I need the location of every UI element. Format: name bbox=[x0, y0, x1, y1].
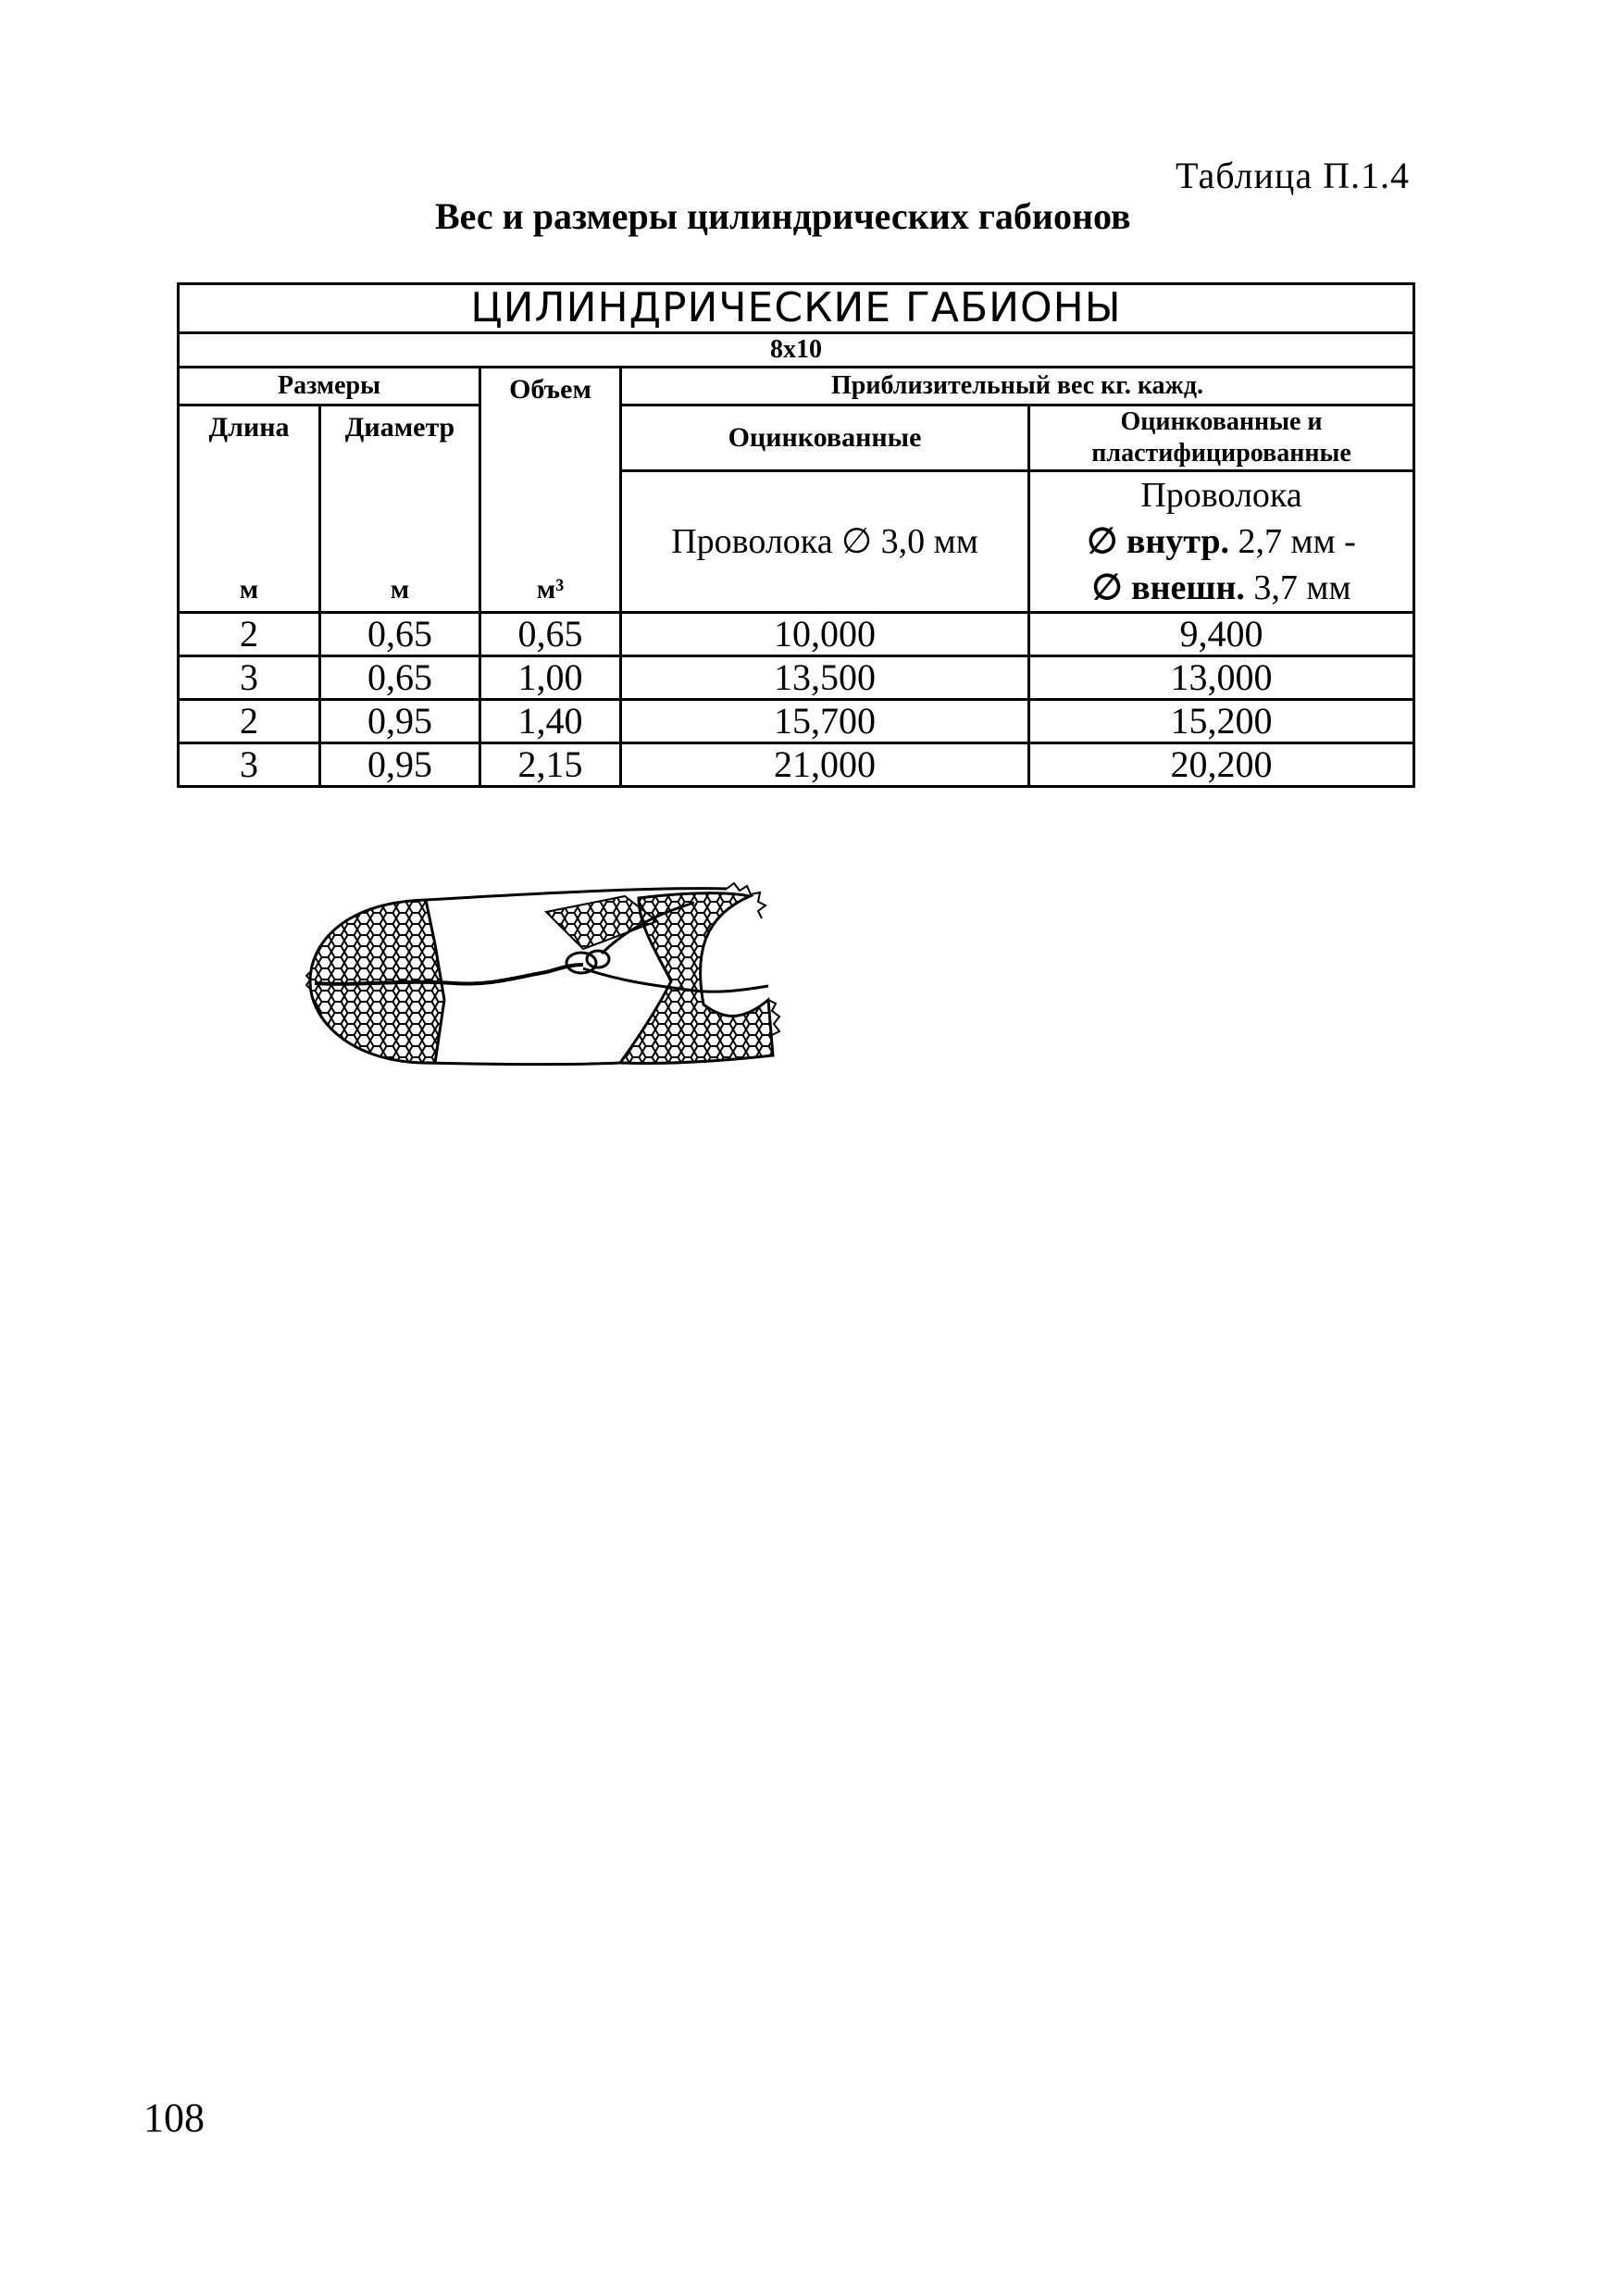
volume-label: Объем bbox=[509, 374, 591, 405]
cell-volume: 1,00 bbox=[480, 656, 621, 700]
cell-weight-plasticized: 20,200 bbox=[1029, 743, 1414, 787]
header-weight: Приблизительный вес кг. кажд. bbox=[621, 368, 1414, 406]
cell-diameter: 0,65 bbox=[320, 656, 480, 700]
length-unit: м bbox=[239, 574, 259, 605]
cell-length: 2 bbox=[179, 613, 320, 656]
header-sizes: Размеры bbox=[179, 368, 480, 406]
table-reference: Таблица П.1.4 bbox=[1176, 155, 1410, 196]
table-row bbox=[179, 613, 1414, 656]
gabion-table bbox=[177, 282, 1415, 788]
table-caption: ЦИЛИНДРИЧЕСКИЕ ГАБИОНЫ bbox=[179, 284, 1414, 333]
wire-plasticized-line-2: ∅ внутр. 2,7 мм - bbox=[1087, 522, 1356, 561]
header-plasticized: Оцинкованные и пластифицированные bbox=[1029, 406, 1414, 471]
cell-volume: 0,65 bbox=[480, 613, 621, 656]
cell-volume: 1,40 bbox=[480, 700, 621, 743]
diameter-label: Диаметр bbox=[344, 412, 455, 443]
page-number: 108 bbox=[143, 2095, 205, 2140]
table-size-label: 8x10 bbox=[179, 333, 1414, 368]
header-diameter bbox=[320, 406, 480, 613]
header-galvanized: Оцинкованные bbox=[621, 406, 1029, 471]
table-row bbox=[179, 700, 1414, 743]
cell-weight-plasticized: 13,000 bbox=[1029, 656, 1414, 700]
cell-length: 3 bbox=[179, 743, 320, 787]
cell-diameter: 0,65 bbox=[320, 613, 480, 656]
cell-weight-galvanized: 21,000 bbox=[621, 743, 1029, 787]
cylindrical-gabion-drawing bbox=[305, 880, 796, 1083]
wire-plasticized-line-3: ∅ внешн. 3,7 мм bbox=[1091, 568, 1351, 607]
header-length bbox=[179, 406, 320, 613]
cell-volume: 2,15 bbox=[480, 743, 621, 787]
cell-length: 2 bbox=[179, 700, 320, 743]
length-label: Длина bbox=[208, 412, 290, 443]
cell-diameter: 0,95 bbox=[320, 700, 480, 743]
wire-plasticized-line-1: Проволока bbox=[1140, 476, 1302, 515]
cell-weight-galvanized: 13,500 bbox=[621, 656, 1029, 700]
table-row bbox=[179, 743, 1414, 787]
volume-unit: м³ bbox=[536, 574, 565, 605]
header-volume bbox=[480, 368, 621, 613]
table-row bbox=[179, 656, 1414, 700]
diameter-unit: м bbox=[390, 574, 410, 605]
cell-length: 3 bbox=[179, 656, 320, 700]
cell-weight-plasticized: 9,400 bbox=[1029, 613, 1414, 656]
wire-plasticized bbox=[1029, 471, 1414, 613]
document-title: Вес и размеры цилиндрических габионов bbox=[435, 195, 1131, 237]
wire-galvanized: Проволока ∅ 3,0 мм bbox=[621, 471, 1029, 613]
cell-weight-galvanized: 10,000 bbox=[621, 613, 1029, 656]
cell-weight-plasticized: 15,200 bbox=[1029, 700, 1414, 743]
cell-weight-galvanized: 15,700 bbox=[621, 700, 1029, 743]
cell-diameter: 0,95 bbox=[320, 743, 480, 787]
